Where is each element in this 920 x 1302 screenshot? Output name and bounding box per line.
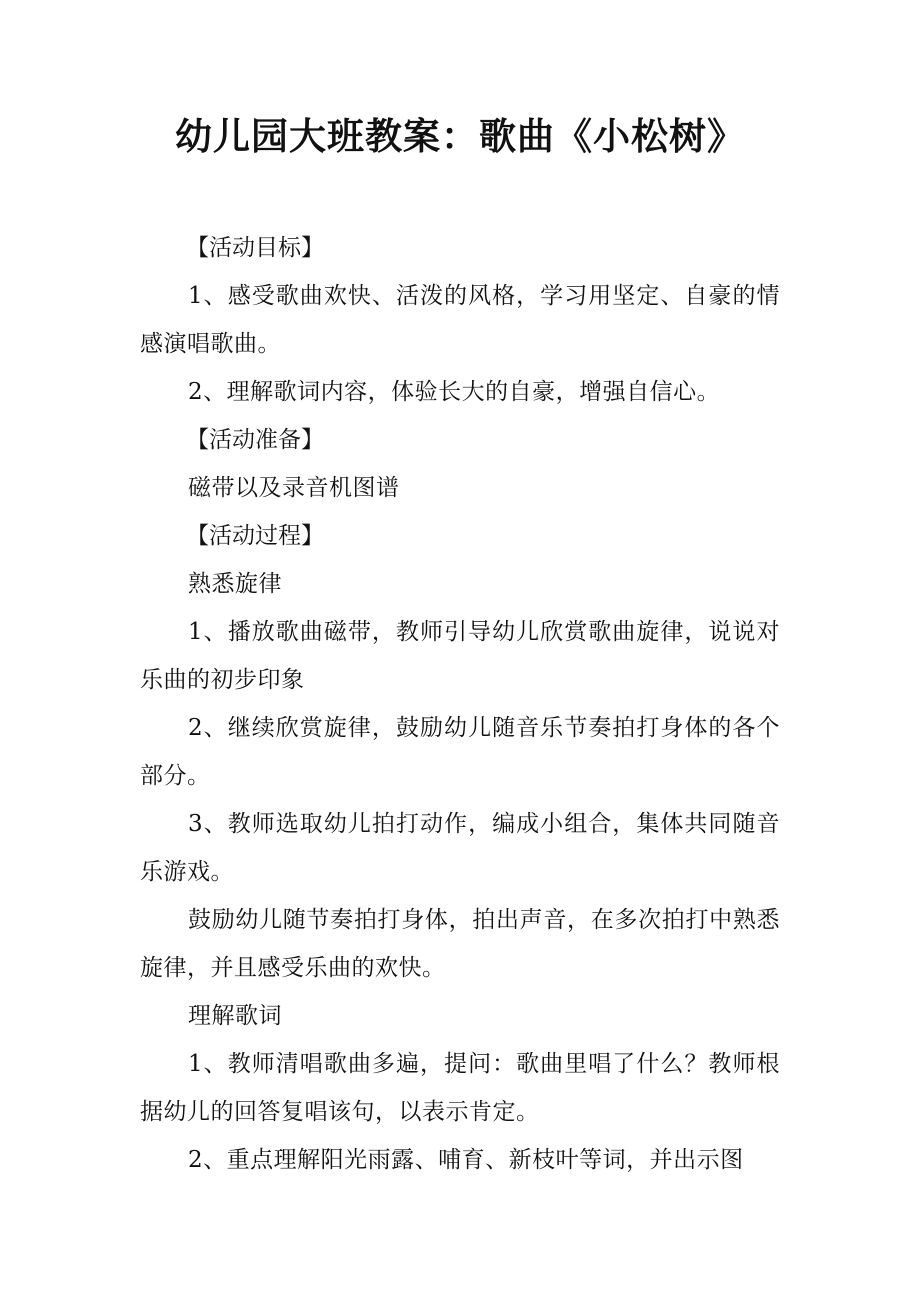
paragraph-goal-2: 2、理解歌词内容，体验长大的自豪，增强自信心。	[188, 379, 721, 405]
paragraph-lyrics-2: 2、重点理解阳光雨露、哺育、新枝叶等词，并出示图	[188, 1147, 744, 1173]
section-heading-process: 【活动过程】	[186, 523, 324, 549]
paragraph-melody-3: 3、教师选取幼儿拍打动作，编成小组合，集体共同随音乐游戏。	[140, 811, 780, 885]
document-title: 幼儿园大班教案：歌曲《小松树》	[175, 114, 745, 158]
section-heading-goals: 【活动目标】	[186, 235, 324, 261]
paragraph-goal-1: 1、感受歌曲欢快、活泼的风格，学习用坚定、自豪的情感演唱歌曲。	[140, 283, 780, 357]
subheading-melody: 熟悉旋律	[188, 571, 282, 597]
paragraph-melody-1: 1、播放歌曲磁带，教师引导幼儿欣赏歌曲旋律，说说对乐曲的初步印象	[140, 619, 780, 693]
paragraph-melody-2: 2、继续欣赏旋律，鼓励幼儿随音乐节奏拍打身体的各个部分。	[140, 715, 780, 789]
section-heading-preparation: 【活动准备】	[186, 427, 324, 453]
subheading-lyrics: 理解歌词	[188, 1003, 282, 1029]
document-body	[140, 224, 780, 1184]
paragraph-melody-summary: 鼓励幼儿随节奏拍打身体，拍出声音，在多次拍打中熟悉旋律，并且感受乐曲的欢快。	[140, 907, 780, 981]
paragraph-lyrics-1: 1、教师清唱歌曲多遍，提问：歌曲里唱了什么？教师根据幼儿的回答复唱该句，以表示肯定。	[140, 1051, 780, 1125]
paragraph-preparation: 磁带以及录音机图谱	[188, 475, 400, 501]
